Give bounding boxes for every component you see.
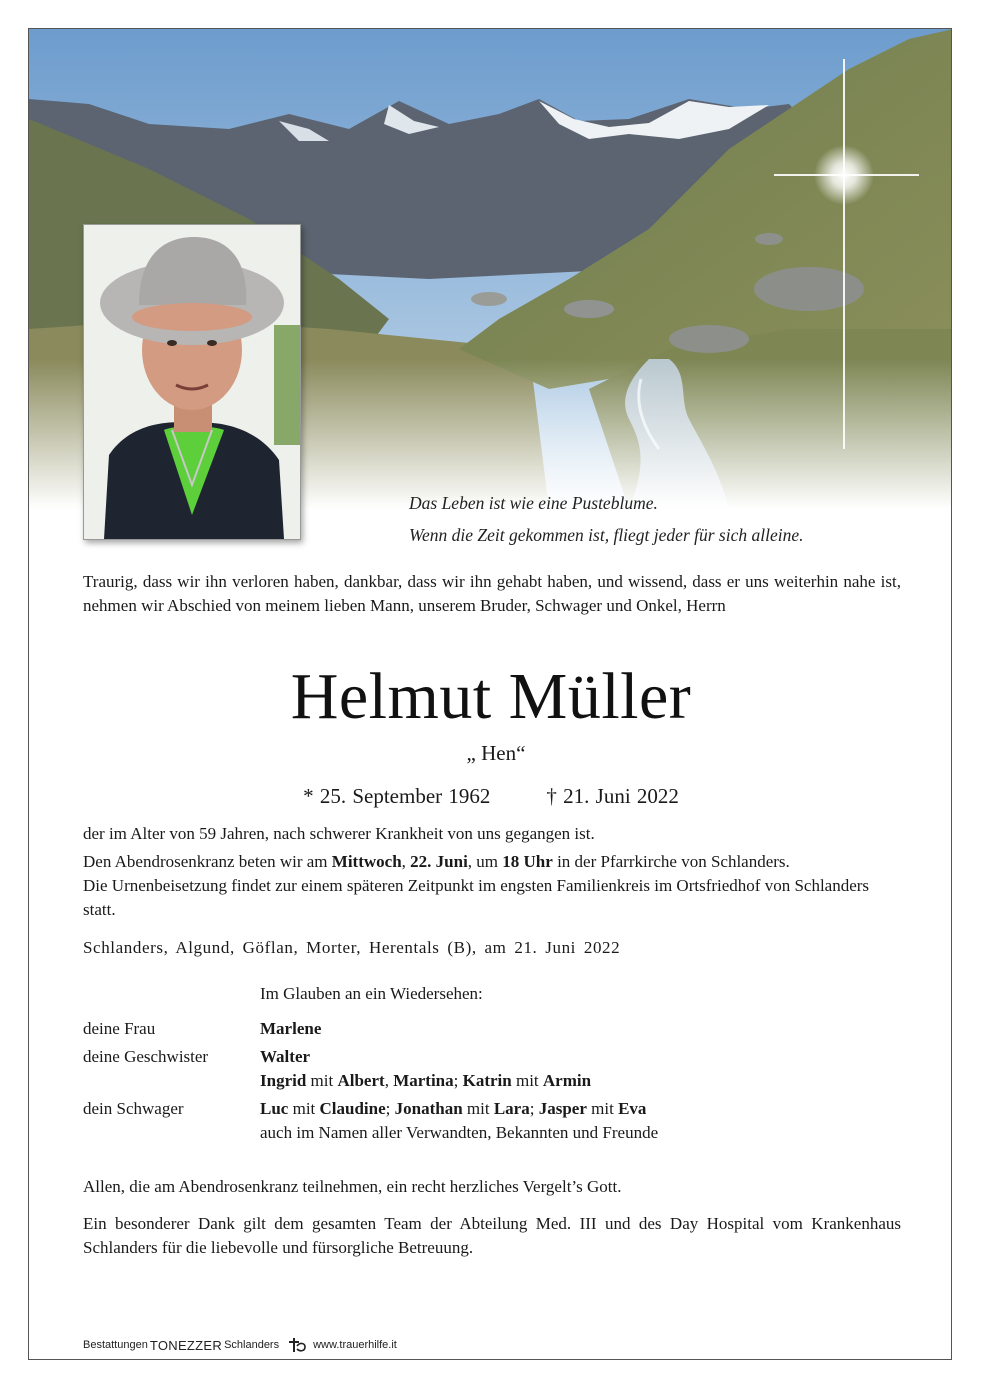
quote-line-1: Das Leben ist wie eine Pusteblume. — [409, 493, 658, 513]
service-details — [83, 822, 901, 922]
quote — [409, 487, 929, 551]
intro-paragraph: Traurig, dass wir ihn verloren haben, dankbar, dass wir ihn gehabt haben, und wissend, dass er uns weiterhin nahe ist, nehmen wir Abschied von meinem lieben Mann, unserem Bruder, Schwager und Onkel, Herrn — [83, 572, 901, 615]
life-dates — [29, 782, 952, 810]
mourner-row-relatives — [83, 1121, 901, 1149]
siblings-names: Ingrid mit Albert, Martina; Katrin mit Armin — [260, 1071, 592, 1090]
siblings-label: deine Geschwister — [83, 1047, 209, 1066]
footer-town: Schlanders — [224, 1339, 280, 1351]
rosary-line: Den Abendrosenkranz beten wir am Mittwoch, 22. Juni, um 18 Uhr in der Pfarrkirche von Schlanders. — [83, 852, 790, 871]
inlaw-names: Luc mit Claudine; Jonathan mit Lara; Jasper mit Eva — [260, 1099, 647, 1118]
wife-name: Marlene — [260, 1019, 322, 1038]
inlaw-label: dein Schwager — [83, 1099, 184, 1118]
trauerhilfe-logo-icon — [285, 1337, 307, 1353]
footer-url[interactable]: www.trauerhilfe.it — [313, 1339, 397, 1351]
places-and-date: Schlanders, Algund, Göflan, Morter, Herentals (B), am 21. Juni 2022 — [83, 938, 621, 957]
footer-brand: TONEZZER — [149, 1337, 223, 1353]
birth-date: * 25. September 1962 — [303, 784, 491, 808]
relatives-line: auch im Namen aller Verwandten, Bekannten und Freunde — [260, 1123, 659, 1142]
mourner-row-siblings-2 — [83, 1069, 901, 1097]
mourner-row-inlaws — [83, 1097, 901, 1121]
thanks-hospital: Ein besonderer Dank gilt dem gesamten Team der Abteilung Med. III und des Day Hospital vom Krankenhaus Schlanders für die liebevolle und fürsorgliche Betreuung. — [83, 1214, 901, 1257]
thanks-rosary: Allen, die am Abendrosenkranz teilnehmen, ein recht herzliches Vergelt’s Gott. — [83, 1177, 622, 1196]
faith-line: Im Glauben an ein Wiedersehen: — [260, 984, 483, 1003]
quote-line-2: Wenn die Zeit gekommen ist, fliegt jeder für sich alleine. — [409, 525, 804, 545]
obituary-card — [28, 28, 952, 1360]
wife-label: deine Frau — [83, 1019, 156, 1038]
mourner-row-wife — [83, 1017, 901, 1045]
mourner-row-siblings — [83, 1045, 901, 1069]
footer — [83, 1337, 397, 1353]
mourners-list — [83, 1017, 901, 1149]
deceased-name: Helmut Müller — [290, 660, 692, 733]
deceased-nickname: „ Hen“ — [466, 741, 526, 765]
urn-burial-line: Die Urnenbeisetzung findet zur einem späteren Zeitpunkt im engsten Familienkreis im Ortsfriedhof von Schlanders statt. — [83, 876, 870, 919]
portrait-photo — [83, 224, 301, 540]
death-date: † 21. Juni 2022 — [546, 784, 679, 808]
age-line: der im Alter von 59 Jahren, nach schwerer Krankheit von uns gegangen ist. — [83, 824, 595, 843]
portrait-illustration — [84, 225, 300, 539]
sibling-walter: Walter — [260, 1047, 311, 1066]
footer-prefix: Bestattungen — [83, 1339, 148, 1351]
